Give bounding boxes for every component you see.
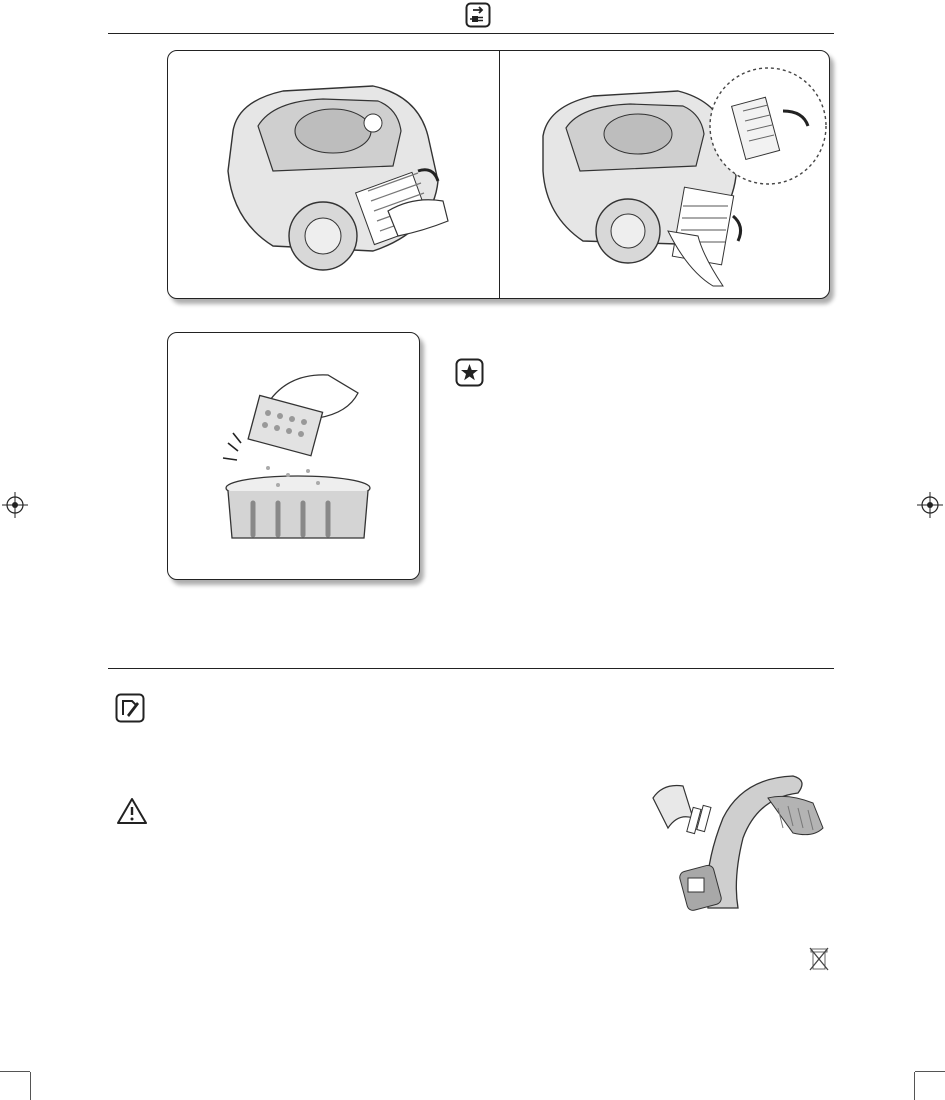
filter-into-bin-illustration: [208, 363, 388, 553]
crop-mark-left: [30, 1072, 31, 1100]
filter-disposal-panel: [167, 332, 420, 580]
filter-removal-illustration: [538, 56, 828, 291]
registration-mark-left: [2, 492, 28, 518]
unplug-icon: [465, 2, 491, 28]
middle-rule: [108, 668, 834, 669]
panel-divider: [499, 51, 500, 298]
warning-icon: [116, 797, 148, 825]
crop-mark-right: [914, 1072, 915, 1100]
star-icon: [455, 358, 484, 387]
crop-mark-left-h: [0, 1071, 30, 1072]
vacuum-cover-open-illustration: [213, 71, 453, 271]
handle-battery-illustration: [648, 768, 828, 918]
filter-steps-panel: [167, 50, 830, 299]
crossed-bin-icon: [809, 946, 829, 972]
top-rule: [108, 33, 834, 34]
note-icon: [115, 693, 145, 723]
crop-mark-right-h: [915, 1071, 945, 1072]
registration-mark-right: [917, 492, 943, 518]
